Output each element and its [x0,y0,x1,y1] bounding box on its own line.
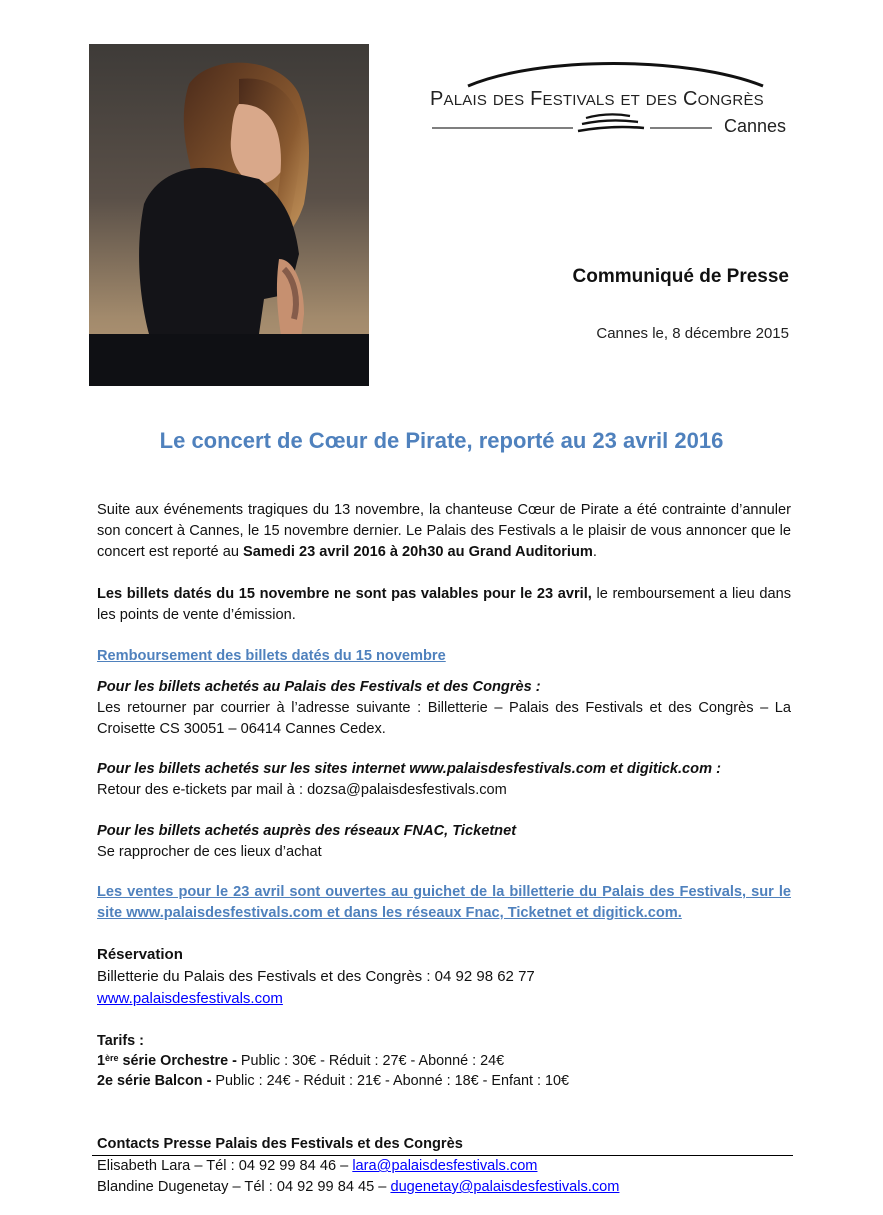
tarifs-block [97,1031,791,1091]
logo-cannes: Cannes [723,116,786,136]
tarif-row: 1ère série Orchestre - Public : 30€ - Réduit : 27€ - Abonné : 24€ [97,1053,505,1069]
page-title: Le concert de Cœur de Pirate, reporté au 23 avril 2016 [159,428,724,453]
press-release-label: Communiqué de Presse [572,266,789,287]
refund-heading: Remboursement des billets datés du 15 novembre [97,648,446,664]
website-link[interactable]: www.palaisdesfestivals.com [97,990,283,1007]
contact-row: Blandine Dugenetay – Tél : 04 92 99 84 45 – dugenetay@palaisdesfestivals.com [97,1179,620,1195]
logo-wordmark: PALAIS DES FESTIVALS ET DES CONGRÈS [430,88,764,110]
refund-section-heading: Pour les billets achetés sur les sites internet www.palaisdesfestivals.com et digitick.com : [97,761,721,777]
tickets-notice: Les billets datés du 15 novembre ne sont pas valables pour le 23 avril, le remboursement a lieu dans les points de vente d’émission. [97,586,791,623]
date-line: Cannes le, 8 décembre 2015 [596,325,789,342]
artist-photo [89,44,369,386]
contacts-heading: Contacts Presse Palais des Festivals et des Congrès [97,1136,463,1152]
intro-paragraph: Suite aux événements tragiques du 13 novembre, la chanteuse Cœur de Pirate a été contrainte d’annuler son concert à Cannes, le 15 novembre dernier. Le Palais des Festivals a le plaisir de vous annoncer que le concert est reporté au Samedi 23 avril 2016 à 20h30 au Grand Auditorium. [97,502,791,560]
refund-section-palais [97,677,791,740]
tarif-row: 2e série Balcon - Public : 24€ - Réduit : 21€ - Abonné : 18€ - Enfant : 10€ [97,1073,569,1089]
tarifs-heading: Tarifs : [97,1033,144,1049]
refund-section-text: Retour des e-tickets par mail à : dozsa@palaisdesfestivals.com [97,782,507,798]
reservation-phone: Billetterie du Palais des Festivals et des Congrès : 04 92 98 62 77 [97,968,535,985]
sales-notice: Les ventes pour le 23 avril sont ouvertes au guichet de la billetterie du Palais des Festivals, sur le site www.palaisdesfestivals.com et dans les réseaux Fnac, Ticketnet et digitick.com. [97,884,791,921]
refund-section-heading: Pour les billets achetés auprès des réseaux FNAC, Ticketnet [97,823,517,839]
contact-email-link[interactable]: lara@palaisdesfestivals.com [352,1158,538,1174]
refund-section-text: Les retourner par courrier à l’adresse suivante : Billetterie – Palais des Festivals et des Congrès – La Croisette CS 30051 – 06414 Cannes Cedex. [97,700,791,737]
refund-section-online [97,759,791,801]
contacts-list [97,1156,791,1198]
refund-section-networks [97,821,791,863]
refund-section-text: Se rapprocher de ces lieux d’achat [97,844,322,860]
palais-des-festivals-logo [428,58,790,142]
new-date-bold: Samedi 23 avril 2016 à 20h30 au Grand Auditorium [243,544,593,560]
contact-email-link[interactable]: dugenetay@palaisdesfestivals.com [390,1179,620,1195]
refund-section-heading: Pour les billets achetés au Palais des Festivals et des Congrès : [97,679,541,695]
reservation-heading: Réservation [97,946,183,963]
reservation-block [97,944,791,1010]
contact-row: Elisabeth Lara – Tél : 04 92 99 84 46 – lara@palaisdesfestivals.com [97,1158,538,1174]
